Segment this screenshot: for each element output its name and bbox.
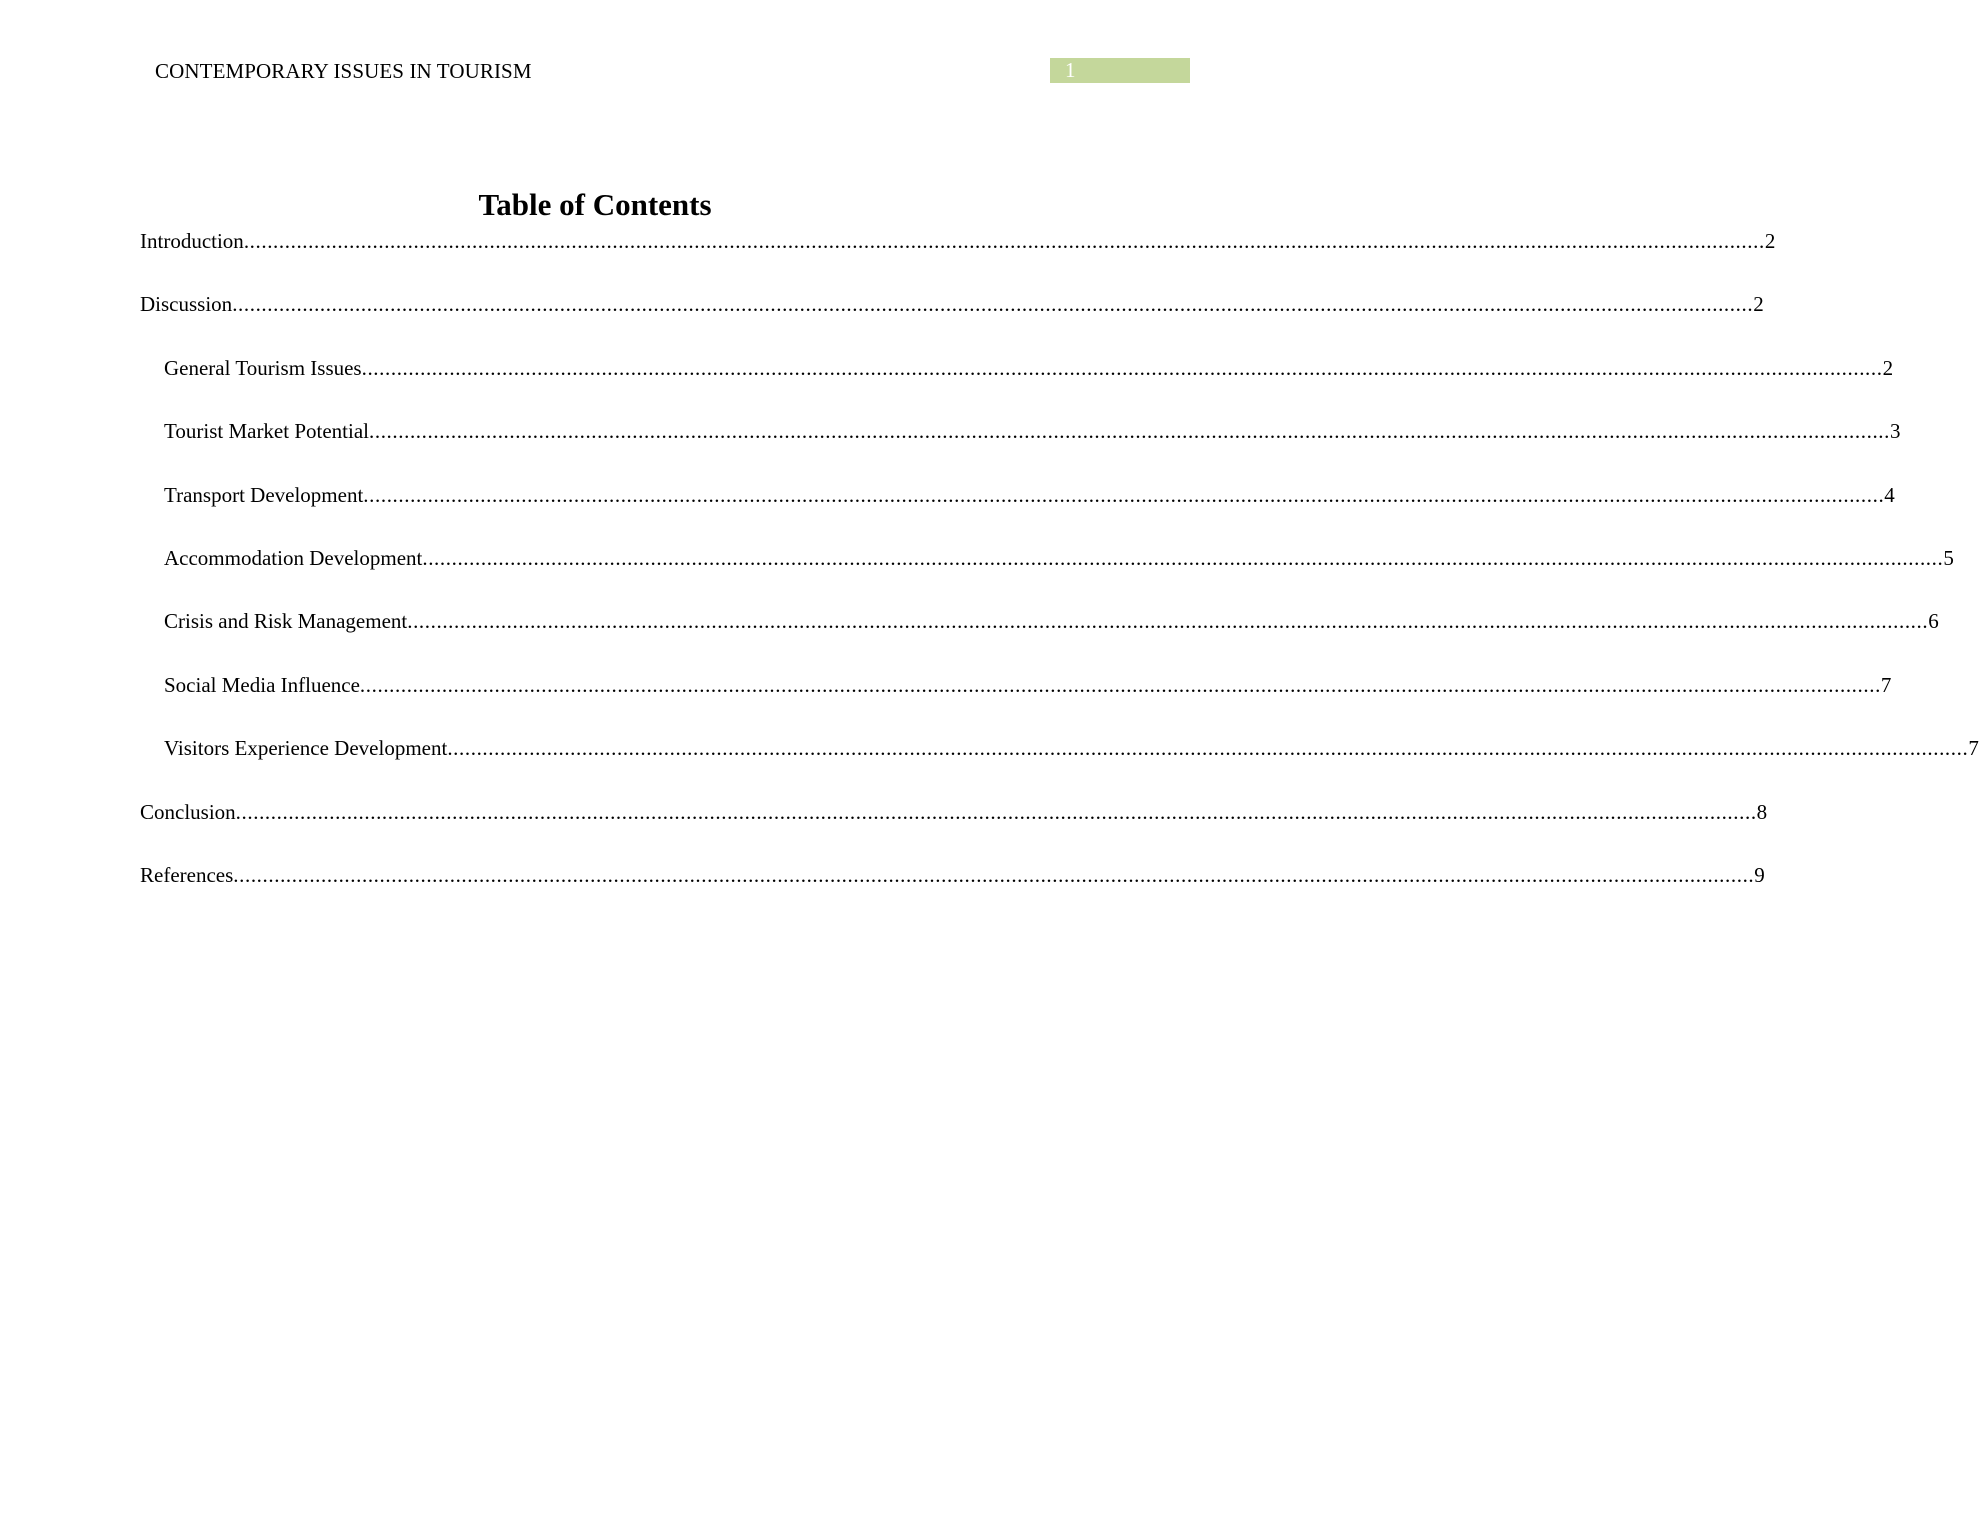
- toc-entry-references[interactable]: [140, 860, 1765, 923]
- toc-entry-label: Discussion: [140, 292, 233, 317]
- toc-entry-social-media-influence[interactable]: [140, 670, 1892, 733]
- toc-entry-page: 8: [1756, 799, 1768, 824]
- toc-entry-page: 2: [1882, 355, 1894, 380]
- toc-entry-label: Introduction: [140, 229, 244, 253]
- table-of-contents: [140, 226, 1979, 923]
- toc-entry-page: 5: [1943, 545, 1954, 570]
- toc-dot-leader: ....................................................................................................................................................................................................................................................................: [235, 799, 1757, 824]
- toc-entry-page: 7: [1880, 672, 1892, 697]
- toc-entry-page: 2: [1753, 292, 1764, 317]
- toc-dot-leader: ....................................................................................................................................................................................................................................................................: [447, 736, 1969, 761]
- toc-entry-general-tourism-issues[interactable]: [140, 353, 1894, 416]
- toc-entry-label: Visitors Experience Development: [164, 736, 448, 761]
- toc-dot-leader: ....................................................................................................................................................................................................................................................................: [369, 419, 1890, 444]
- toc-entry-page: 4: [1884, 482, 1895, 507]
- toc-dot-leader: ....................................................................................................................................................................................................................................................................: [232, 292, 1754, 317]
- toc-entry-label: Social Media Influence: [164, 672, 360, 697]
- toc-entry-accommodation-development[interactable]: [140, 543, 1954, 606]
- toc-entry-page: 9: [1754, 862, 1765, 887]
- toc-entry-label: Accommodation Development: [164, 545, 423, 570]
- toc-entry-label: Tourist Market Potential: [164, 419, 369, 444]
- toc-entry-page: 6: [1928, 609, 1939, 634]
- toc-entry-introduction[interactable]: [140, 226, 1776, 289]
- toc-dot-leader: ....................................................................................................................................................................................................................................................................: [359, 672, 1881, 697]
- toc-entry-label: Transport Development: [164, 482, 364, 507]
- toc-entry-page: 2: [1764, 229, 1776, 253]
- toc-entry-transport-development[interactable]: [140, 480, 1895, 543]
- toc-entry-page: 3: [1890, 419, 1901, 444]
- toc-entry-page: 7: [1968, 736, 1979, 761]
- toc-entry-label: References: [140, 862, 234, 887]
- toc-entry-tourist-market-potential[interactable]: [140, 416, 1901, 479]
- toc-entry-label: Crisis and Risk Management: [164, 609, 408, 634]
- toc-dot-leader: ....................................................................................................................................................................................................................................................................: [361, 355, 1883, 380]
- toc-entry-label: Conclusion: [140, 799, 236, 824]
- toc-entry-crisis-and-risk-management[interactable]: [140, 606, 1939, 669]
- toc-dot-leader: ....................................................................................................................................................................................................................................................................: [363, 482, 1885, 507]
- running-head: CONTEMPORARY ISSUES IN TOURISM: [155, 59, 532, 83]
- page-number: 1: [1065, 58, 1076, 82]
- toc-entry-discussion[interactable]: [140, 289, 1764, 352]
- toc-dot-leader: ....................................................................................................................................................................................................................................................................: [243, 229, 1765, 253]
- toc-entry-visitors-experience-development[interactable]: [140, 733, 1979, 796]
- toc-title: Table of Contents: [478, 187, 712, 222]
- toc-dot-leader: ....................................................................................................................................................................................................................................................................: [422, 545, 1944, 570]
- toc-entry-label: General Tourism Issues: [164, 355, 362, 380]
- page-number-box: [1050, 58, 1190, 83]
- toc-entry-conclusion[interactable]: [140, 797, 1768, 860]
- toc-dot-leader: ....................................................................................................................................................................................................................................................................: [233, 862, 1755, 887]
- toc-dot-leader: ....................................................................................................................................................................................................................................................................: [407, 609, 1929, 634]
